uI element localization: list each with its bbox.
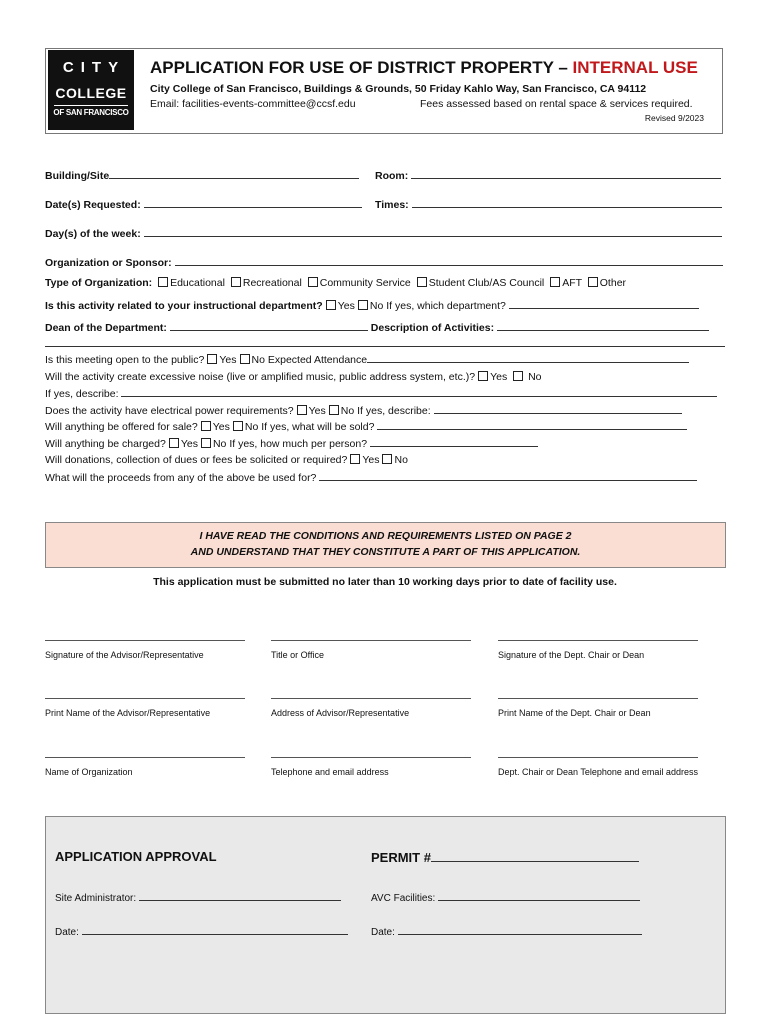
related-label: Is this activity related to your instructional department? — [45, 300, 323, 312]
related-followup: If yes, which department? — [383, 300, 509, 312]
days-field[interactable] — [144, 226, 722, 237]
approval-title: APPLICATION APPROVAL — [55, 849, 217, 864]
electrical-no-checkbox[interactable] — [329, 405, 339, 415]
advisor-name-caption: Print Name of the Advisor/Representative — [45, 708, 211, 718]
charge-followup: If yes, how much per person? — [226, 438, 370, 450]
charge-yes-label: Yes — [180, 438, 198, 450]
room-row — [375, 168, 721, 183]
open-public-no-label: No — [251, 354, 265, 366]
attendance-field[interactable] — [367, 352, 689, 363]
advisor-address-caption: Address of Advisor/Representative — [271, 708, 410, 718]
permit-row — [371, 849, 639, 865]
admin-date-label: Date: — [55, 927, 82, 938]
electrical-row — [45, 403, 682, 418]
avc-date-field[interactable] — [398, 924, 642, 935]
submission-deadline: This application must be submitted no later than 10 working days prior to date of facility use. — [153, 576, 617, 588]
dean-phone-email-caption: Dept. Chair or Dean Telephone and email address — [498, 767, 698, 777]
donations-no-label: No — [394, 454, 408, 466]
advisor-address-line[interactable] — [271, 698, 471, 699]
form-title-main: APPLICATION FOR USE OF DISTRICT PROPERTY – — [150, 58, 573, 77]
other-label: Other — [599, 277, 627, 289]
donations-row — [45, 453, 408, 467]
avc-label: AVC Facilities: — [371, 893, 439, 904]
donations-no-checkbox[interactable] — [382, 454, 392, 464]
org-type-label: Type of Organization: — [45, 277, 156, 289]
community-service-label: Community Service — [319, 277, 411, 289]
related-yes-checkbox[interactable] — [326, 300, 336, 310]
open-public-label: Is this meeting open to the public? — [45, 354, 205, 366]
site-admin-row — [55, 890, 341, 904]
advisor-name-line[interactable] — [45, 698, 245, 699]
sale-yes-checkbox[interactable] — [201, 421, 211, 431]
noise-no-checkbox[interactable] — [513, 371, 523, 381]
phone-email-line[interactable] — [271, 757, 471, 758]
dean-row — [45, 320, 709, 335]
noise-no-label: No — [528, 371, 542, 383]
sale-items-field[interactable] — [377, 419, 687, 430]
educational-label: Educational — [170, 277, 225, 289]
dean-field[interactable] — [170, 320, 368, 331]
recreational-label: Recreational — [242, 277, 302, 289]
org-name-caption: Name of Organization — [45, 767, 133, 777]
avc-field[interactable] — [438, 890, 640, 901]
other-checkbox[interactable] — [588, 277, 598, 287]
related-yes-label: Yes — [337, 300, 355, 312]
notice-line-1: I HAVE READ THE CONDITIONS AND REQUIREMENTS LISTED ON PAGE 2 — [199, 530, 572, 542]
notice-line-2: AND UNDERSTAND THAT THEY CONSTITUTE A PART OF THIS APPLICATION. — [190, 546, 581, 558]
dean-phone-email-line[interactable] — [498, 757, 698, 758]
donations-yes-checkbox[interactable] — [350, 454, 360, 464]
dean-signature-line[interactable] — [498, 640, 698, 641]
charge-label: Will anything be charged? — [45, 438, 166, 450]
activities-field[interactable] — [497, 320, 709, 331]
times-field[interactable] — [412, 197, 722, 208]
college-logo — [48, 50, 134, 130]
fees-note: Fees assessed based on rental space & services required. — [420, 98, 693, 110]
recreational-checkbox[interactable] — [231, 277, 241, 287]
open-public-row — [45, 352, 689, 367]
site-admin-label: Site Administrator: — [55, 893, 139, 904]
building-label: Building/Site — [45, 170, 110, 182]
noise-label: Will the activity create excessive noise (live or amplified music, public address system, etc.)? — [45, 371, 476, 383]
site-admin-field[interactable] — [139, 890, 341, 901]
avc-date-label: Date: — [371, 927, 398, 938]
aft-checkbox[interactable] — [550, 277, 560, 287]
sale-yes-label: Yes — [212, 421, 230, 433]
dates-field[interactable] — [144, 197, 362, 208]
conditions-notice — [45, 522, 726, 568]
org-name-line[interactable] — [45, 757, 245, 758]
sale-followup: If yes, what will be sold? — [258, 421, 378, 433]
noise-yes-checkbox[interactable] — [478, 371, 488, 381]
permit-number-field[interactable] — [431, 849, 639, 862]
noise-describe-row — [45, 386, 717, 401]
form-subtitle: City College of San Francisco, Buildings & Grounds, 50 Friday Kahlo Way, San Francisco, CA 94112 — [150, 83, 647, 95]
electrical-describe-field[interactable] — [434, 403, 682, 414]
electrical-yes-checkbox[interactable] — [297, 405, 307, 415]
form-title — [150, 58, 698, 78]
room-field[interactable] — [411, 168, 721, 179]
electrical-followup: If yes, describe: — [354, 405, 434, 417]
title-office-line[interactable] — [271, 640, 471, 641]
times-row — [375, 197, 722, 212]
approval-box — [45, 816, 726, 1014]
revision-date: Revised 9/2023 — [644, 113, 704, 123]
logo-line-sf: OF SAN FRANCISCO — [53, 108, 129, 117]
times-label: Times: — [375, 199, 412, 211]
logo-divider — [54, 105, 128, 106]
open-public-yes-checkbox[interactable] — [207, 354, 217, 364]
dean-signature-caption: Signature of the Dept. Chair or Dean — [498, 650, 645, 660]
logo-line-college: COLLEGE — [55, 85, 127, 101]
student-club-label: Student Club/AS Council — [428, 277, 545, 289]
student-club-checkbox[interactable] — [417, 277, 427, 287]
advisor-signature-caption: Signature of the Advisor/Representative — [45, 650, 204, 660]
donations-yes-label: Yes — [362, 454, 380, 466]
advisor-signature-line[interactable] — [45, 640, 245, 641]
org-row — [45, 255, 723, 270]
dean-name-caption: Print Name of the Dept. Chair or Dean — [498, 708, 651, 718]
avc-row — [371, 890, 640, 904]
electrical-no-label: No — [340, 405, 355, 417]
open-public-yes-label: Yes — [219, 354, 237, 366]
related-no-checkbox[interactable] — [358, 300, 368, 310]
phone-email-caption: Telephone and email address — [271, 767, 389, 777]
charge-yes-checkbox[interactable] — [169, 438, 179, 448]
department-field[interactable] — [509, 298, 699, 309]
days-row — [45, 226, 722, 241]
permit-label: PERMIT # — [371, 850, 431, 865]
sale-no-label: No — [244, 421, 259, 433]
org-label: Organization or Sponsor: — [45, 257, 175, 269]
charge-amount-field[interactable] — [370, 436, 538, 447]
educational-checkbox[interactable] — [158, 277, 168, 287]
noise-yes-label: Yes — [490, 371, 508, 383]
avc-date-row — [371, 924, 642, 938]
dates-row — [45, 197, 362, 212]
charge-no-checkbox[interactable] — [201, 438, 211, 448]
activities-continuation — [45, 336, 725, 351]
org-field[interactable] — [175, 255, 723, 266]
org-type-row — [45, 276, 626, 290]
room-label: Room: — [375, 170, 412, 182]
days-label: Day(s) of the week: — [45, 228, 144, 240]
proceeds-label: What will the proceeds from any of the above be used for? — [45, 472, 320, 484]
electrical-label: Does the activity have electrical power requirements? — [45, 405, 294, 417]
dean-label: Dean of the Department: — [45, 322, 170, 334]
dean-name-line[interactable] — [498, 698, 698, 699]
activities-field-2[interactable] — [45, 336, 725, 347]
community-service-checkbox[interactable] — [308, 277, 318, 287]
noise-describe-label: If yes, describe: — [45, 388, 122, 400]
proceeds-row — [45, 470, 697, 485]
noise-row — [45, 370, 542, 384]
noise-describe-field[interactable] — [121, 386, 717, 397]
title-office-caption: Title or Office — [271, 650, 325, 660]
sale-no-checkbox[interactable] — [233, 421, 243, 431]
charge-no-label: No — [212, 438, 227, 450]
contact-email: Email: facilities-events-committee@ccsf.edu — [150, 98, 356, 110]
proceeds-field[interactable] — [319, 470, 697, 481]
dates-label: Date(s) Requested: — [45, 199, 144, 211]
sale-label: Will anything be offered for sale? — [45, 421, 198, 433]
activities-label: Description of Activities: — [367, 322, 497, 334]
open-public-no-checkbox[interactable] — [240, 354, 250, 364]
sale-row — [45, 419, 687, 434]
building-row — [45, 168, 359, 183]
logo-line-city: CITY — [62, 59, 126, 76]
charge-row — [45, 436, 538, 451]
building-field[interactable] — [109, 168, 359, 179]
electrical-yes-label: Yes — [308, 405, 326, 417]
attendance-label: Expected Attendance — [264, 354, 368, 366]
aft-label: AFT — [562, 277, 582, 289]
admin-date-field[interactable] — [82, 924, 348, 935]
admin-date-row — [55, 924, 348, 938]
donations-label: Will donations, collection of dues or fees be solicited or required? — [45, 454, 348, 466]
form-title-accent: INTERNAL USE — [572, 58, 698, 77]
related-no-label: No — [369, 300, 384, 312]
related-row — [45, 298, 699, 313]
